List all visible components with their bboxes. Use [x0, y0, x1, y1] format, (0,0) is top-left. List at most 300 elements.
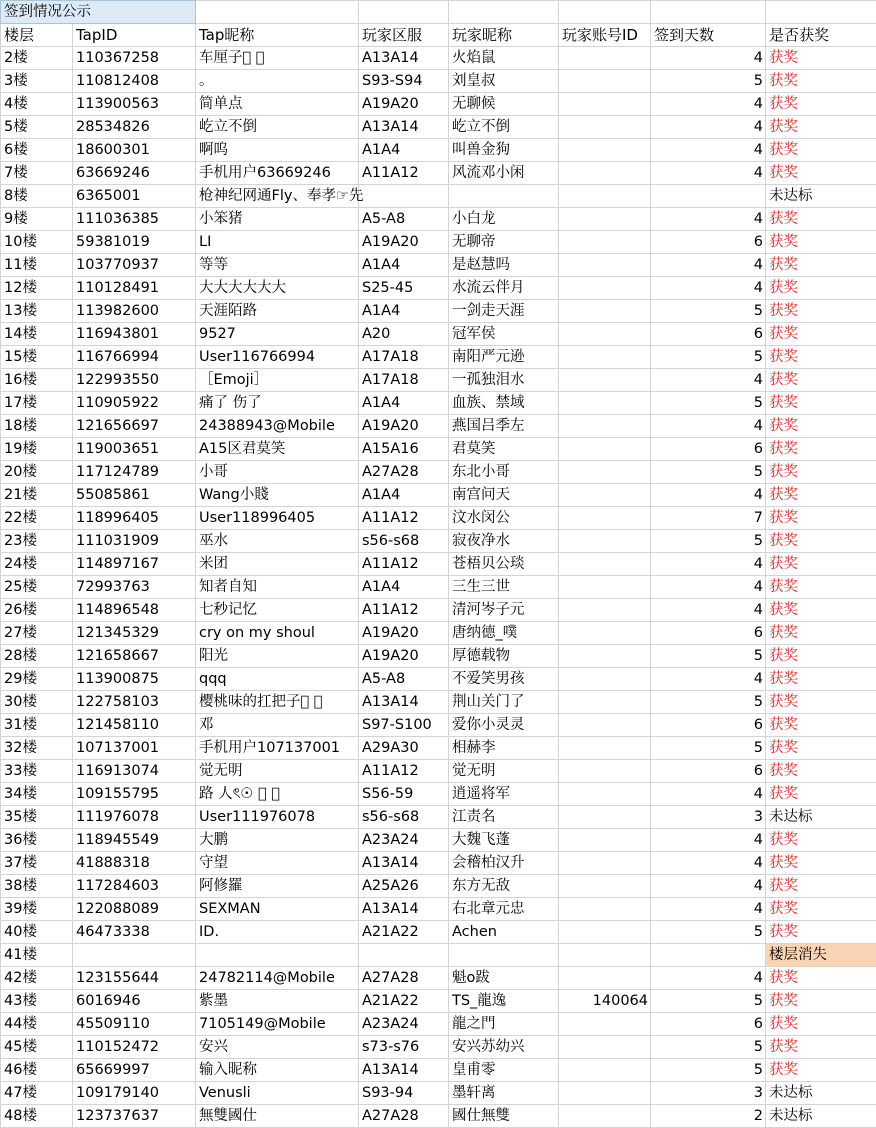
server-cell[interactable]: s73-s76	[359, 1036, 449, 1059]
player-nickname-cell[interactable]: 会稽柏汉升	[449, 852, 559, 875]
floor-cell[interactable]: 26楼	[1, 599, 73, 622]
server-cell[interactable]: A27A28	[359, 1105, 449, 1128]
floor-cell[interactable]: 2楼	[1, 47, 73, 70]
award-status-cell[interactable]: 获奖	[766, 208, 876, 231]
floor-cell[interactable]: 32楼	[1, 737, 73, 760]
server-cell[interactable]: S93-S94	[359, 70, 449, 93]
account-id-cell[interactable]: 140064	[559, 990, 651, 1013]
award-status-cell[interactable]: 获奖	[766, 852, 876, 875]
floor-cell[interactable]: 16楼	[1, 369, 73, 392]
tapid-cell[interactable]: 107137001	[73, 737, 196, 760]
header-floor[interactable]: 楼层	[1, 24, 73, 47]
floor-cell[interactable]: 6楼	[1, 139, 73, 162]
player-nickname-cell[interactable]: 大魏飞蓬	[449, 829, 559, 852]
tap-nickname-cell[interactable]: 小笨猪	[196, 208, 359, 231]
server-cell[interactable]: A11A12	[359, 162, 449, 185]
tap-nickname-cell[interactable]: 路 人ৎ☉ 􏿽 􏿽	[196, 783, 359, 806]
tap-nickname-cell[interactable]: 觉无明	[196, 760, 359, 783]
account-id-cell[interactable]	[559, 691, 651, 714]
account-id-cell[interactable]	[559, 714, 651, 737]
player-nickname-cell[interactable]: 燕国吕季左	[449, 415, 559, 438]
account-id-cell[interactable]	[559, 553, 651, 576]
sign-days-cell[interactable]: 5	[651, 645, 766, 668]
tap-nickname-cell[interactable]: ID.	[196, 921, 359, 944]
sign-days-cell[interactable]: 4	[651, 829, 766, 852]
server-cell[interactable]: A19A20	[359, 231, 449, 254]
account-id-cell[interactable]	[559, 1059, 651, 1082]
award-status-cell[interactable]: 获奖	[766, 346, 876, 369]
server-cell[interactable]: A19A20	[359, 622, 449, 645]
server-cell[interactable]: A13A14	[359, 691, 449, 714]
sign-days-cell[interactable]: 5	[651, 70, 766, 93]
tap-nickname-cell[interactable]: 手机用户63669246	[196, 162, 359, 185]
sign-days-cell[interactable]: 4	[651, 277, 766, 300]
cell[interactable]	[359, 1, 449, 24]
sign-days-cell[interactable]: 3	[651, 806, 766, 829]
tapid-cell[interactable]: 118996405	[73, 507, 196, 530]
award-status-cell[interactable]: 获奖	[766, 783, 876, 806]
tapid-cell[interactable]: 122758103	[73, 691, 196, 714]
tapid-cell[interactable]: 45509110	[73, 1013, 196, 1036]
floor-cell[interactable]: 43楼	[1, 990, 73, 1013]
sign-days-cell[interactable]: 5	[651, 691, 766, 714]
server-cell[interactable]: S97-S100	[359, 714, 449, 737]
floor-cell[interactable]: 4楼	[1, 93, 73, 116]
tap-nickname-cell[interactable]: 等等	[196, 254, 359, 277]
tap-nickname-cell[interactable]: 大鹏	[196, 829, 359, 852]
tap-nickname-cell[interactable]: Wang小賤	[196, 484, 359, 507]
player-nickname-cell[interactable]: 不爱笑男孩	[449, 668, 559, 691]
account-id-cell[interactable]	[559, 346, 651, 369]
cell[interactable]	[196, 1, 359, 24]
award-status-cell[interactable]: 获奖	[766, 323, 876, 346]
tap-nickname-cell[interactable]: 9527	[196, 323, 359, 346]
server-cell[interactable]: s56-s68	[359, 806, 449, 829]
server-cell[interactable]: A5-A8	[359, 668, 449, 691]
floor-cell[interactable]: 10楼	[1, 231, 73, 254]
sign-days-cell[interactable]: 5	[651, 346, 766, 369]
sign-days-cell[interactable]: 4	[651, 139, 766, 162]
tapid-cell[interactable]: 55085861	[73, 484, 196, 507]
header-tapid[interactable]: TapID	[73, 24, 196, 47]
player-nickname-cell[interactable]: 叫兽金狗	[449, 139, 559, 162]
floor-cell[interactable]: 14楼	[1, 323, 73, 346]
sign-days-cell[interactable]: 4	[651, 93, 766, 116]
player-nickname-cell[interactable]: Achen	[449, 921, 559, 944]
floor-cell[interactable]: 24楼	[1, 553, 73, 576]
award-status-cell[interactable]: 获奖	[766, 461, 876, 484]
award-status-cell[interactable]: 获奖	[766, 967, 876, 990]
tapid-cell[interactable]: 114896548	[73, 599, 196, 622]
server-cell[interactable]: A23A24	[359, 829, 449, 852]
player-nickname-cell[interactable]: 皇甫零	[449, 1059, 559, 1082]
tapid-cell[interactable]: 111036385	[73, 208, 196, 231]
award-status-cell[interactable]: 获奖	[766, 668, 876, 691]
tap-nickname-cell[interactable]: 無雙國仕	[196, 1105, 359, 1128]
floor-cell[interactable]: 39楼	[1, 898, 73, 921]
tapid-cell[interactable]: 63669246	[73, 162, 196, 185]
account-id-cell[interactable]	[559, 254, 651, 277]
account-id-cell[interactable]	[559, 415, 651, 438]
tap-nickname-cell[interactable]: 大大大大大大	[196, 277, 359, 300]
tapid-cell[interactable]: 113900875	[73, 668, 196, 691]
server-cell[interactable]: A1A4	[359, 484, 449, 507]
sign-days-cell[interactable]: 4	[651, 875, 766, 898]
server-cell[interactable]: A11A12	[359, 553, 449, 576]
account-id-cell[interactable]	[559, 231, 651, 254]
server-cell[interactable]: A19A20	[359, 415, 449, 438]
player-nickname-cell[interactable]: 血族、禁域	[449, 392, 559, 415]
tapid-cell[interactable]: 46473338	[73, 921, 196, 944]
floor-cell[interactable]: 31楼	[1, 714, 73, 737]
floor-cell[interactable]: 22楼	[1, 507, 73, 530]
player-nickname-cell[interactable]	[449, 944, 559, 967]
sign-days-cell[interactable]: 6	[651, 438, 766, 461]
award-status-cell[interactable]: 获奖	[766, 300, 876, 323]
award-status-cell[interactable]: 获奖	[766, 622, 876, 645]
player-nickname-cell[interactable]: 汶水闵公	[449, 507, 559, 530]
tap-nickname-cell[interactable]: 手机用户107137001	[196, 737, 359, 760]
sign-days-cell[interactable]: 6	[651, 231, 766, 254]
player-nickname-cell[interactable]: 无聊帝	[449, 231, 559, 254]
sign-days-cell[interactable]: 5	[651, 530, 766, 553]
sign-days-cell[interactable]: 4	[651, 852, 766, 875]
tapid-cell[interactable]: 119003651	[73, 438, 196, 461]
sign-days-cell[interactable]	[651, 185, 766, 208]
award-status-cell[interactable]: 获奖	[766, 93, 876, 116]
account-id-cell[interactable]	[559, 806, 651, 829]
account-id-cell[interactable]	[559, 576, 651, 599]
account-id-cell[interactable]	[559, 277, 651, 300]
sign-days-cell[interactable]: 5	[651, 461, 766, 484]
cell[interactable]	[449, 1, 559, 24]
floor-cell[interactable]: 42楼	[1, 967, 73, 990]
award-status-cell[interactable]: 获奖	[766, 507, 876, 530]
award-status-cell[interactable]: 未达标	[766, 1082, 876, 1105]
server-cell[interactable]: A11A12	[359, 599, 449, 622]
floor-cell[interactable]: 19楼	[1, 438, 73, 461]
server-cell[interactable]: s56-s68	[359, 530, 449, 553]
server-cell[interactable]: A29A30	[359, 737, 449, 760]
sign-days-cell[interactable]: 6	[651, 323, 766, 346]
tap-nickname-cell[interactable]: User118996405	[196, 507, 359, 530]
tapid-cell[interactable]: 113982600	[73, 300, 196, 323]
award-status-cell[interactable]: 获奖	[766, 599, 876, 622]
sign-days-cell[interactable]: 4	[651, 162, 766, 185]
server-cell[interactable]: A17A18	[359, 369, 449, 392]
header-player-nickname[interactable]: 玩家昵称	[449, 24, 559, 47]
tap-nickname-cell[interactable]: 痛了 伤了	[196, 392, 359, 415]
account-id-cell[interactable]	[559, 300, 651, 323]
sign-days-cell[interactable]: 4	[651, 553, 766, 576]
tap-nickname-cell[interactable]: SEXMAN	[196, 898, 359, 921]
tapid-cell[interactable]: 59381019	[73, 231, 196, 254]
tapid-cell[interactable]: 116913074	[73, 760, 196, 783]
server-cell[interactable]: A1A4	[359, 392, 449, 415]
award-status-cell[interactable]: 获奖	[766, 1059, 876, 1082]
tap-nickname-cell[interactable]: LI	[196, 231, 359, 254]
player-nickname-cell[interactable]: 荆山关门了	[449, 691, 559, 714]
floor-cell[interactable]: 33楼	[1, 760, 73, 783]
award-status-cell[interactable]: 获奖	[766, 392, 876, 415]
award-status-cell[interactable]: 获奖	[766, 898, 876, 921]
award-status-cell[interactable]: 获奖	[766, 277, 876, 300]
player-nickname-cell[interactable]: TS_龍逸	[449, 990, 559, 1013]
tapid-cell[interactable]: 65669997	[73, 1059, 196, 1082]
floor-cell[interactable]: 48楼	[1, 1105, 73, 1128]
award-status-cell[interactable]: 获奖	[766, 829, 876, 852]
server-cell[interactable]: A13A14	[359, 852, 449, 875]
tapid-cell[interactable]: 117124789	[73, 461, 196, 484]
server-cell[interactable]: A19A20	[359, 645, 449, 668]
award-status-cell[interactable]: 获奖	[766, 921, 876, 944]
sign-days-cell[interactable]: 4	[651, 576, 766, 599]
sign-days-cell[interactable]: 4	[651, 47, 766, 70]
tap-nickname-cell[interactable]: 输入昵称	[196, 1059, 359, 1082]
award-status-cell[interactable]: 获奖	[766, 415, 876, 438]
tap-nickname-cell[interactable]: 邓	[196, 714, 359, 737]
server-cell[interactable]: A1A4	[359, 300, 449, 323]
tapid-cell[interactable]: 110812408	[73, 70, 196, 93]
tapid-cell[interactable]: 113900563	[73, 93, 196, 116]
floor-cell[interactable]: 12楼	[1, 277, 73, 300]
floor-cell[interactable]: 15楼	[1, 346, 73, 369]
player-nickname-cell[interactable]: 小白龙	[449, 208, 559, 231]
tap-nickname-cell[interactable]: 小哥	[196, 461, 359, 484]
floor-cell[interactable]: 36楼	[1, 829, 73, 852]
sign-days-cell[interactable]: 4	[651, 599, 766, 622]
account-id-cell[interactable]	[559, 47, 651, 70]
tap-nickname-cell[interactable]: 车厘子􏿽 􏿽	[196, 47, 359, 70]
player-nickname-cell[interactable]: 唐纳德_噗	[449, 622, 559, 645]
sign-days-cell[interactable]: 4	[651, 668, 766, 691]
cell[interactable]	[651, 1, 766, 24]
player-nickname-cell[interactable]: 东北小哥	[449, 461, 559, 484]
player-nickname-cell[interactable]: 是赵慧吗	[449, 254, 559, 277]
award-status-cell[interactable]: 未达标	[766, 806, 876, 829]
server-cell[interactable]: A20	[359, 323, 449, 346]
account-id-cell[interactable]	[559, 70, 651, 93]
player-nickname-cell[interactable]: 苍梧贝公琰	[449, 553, 559, 576]
account-id-cell[interactable]	[559, 93, 651, 116]
floor-cell[interactable]: 17楼	[1, 392, 73, 415]
floor-cell[interactable]: 7楼	[1, 162, 73, 185]
tapid-cell[interactable]: 6016946	[73, 990, 196, 1013]
player-nickname-cell[interactable]: 冠军侯	[449, 323, 559, 346]
award-status-cell[interactable]: 获奖	[766, 139, 876, 162]
server-cell[interactable]: A13A14	[359, 116, 449, 139]
player-nickname-cell[interactable]: 國仕無雙	[449, 1105, 559, 1128]
award-status-cell[interactable]: 获奖	[766, 576, 876, 599]
floor-cell[interactable]: 28楼	[1, 645, 73, 668]
sign-days-cell[interactable]: 5	[651, 392, 766, 415]
header-sign-days[interactable]: 签到天数	[651, 24, 766, 47]
header-server[interactable]: 玩家区服	[359, 24, 449, 47]
player-nickname-cell[interactable]: 无聊候	[449, 93, 559, 116]
sign-days-cell[interactable]: 2	[651, 1105, 766, 1128]
player-nickname-cell[interactable]: 刘皇叔	[449, 70, 559, 93]
award-status-cell[interactable]: 获奖	[766, 231, 876, 254]
player-nickname-cell[interactable]: 龍之門	[449, 1013, 559, 1036]
tapid-cell[interactable]: 109179140	[73, 1082, 196, 1105]
sign-days-cell[interactable]: 5	[651, 1059, 766, 1082]
player-nickname-cell[interactable]: 风流邓小闲	[449, 162, 559, 185]
server-cell[interactable]: A25A26	[359, 875, 449, 898]
account-id-cell[interactable]	[559, 783, 651, 806]
tapid-cell[interactable]: 18600301	[73, 139, 196, 162]
account-id-cell[interactable]	[559, 208, 651, 231]
server-cell[interactable]: A11A12	[359, 507, 449, 530]
tapid-cell[interactable]: 123155644	[73, 967, 196, 990]
account-id-cell[interactable]	[559, 369, 651, 392]
server-cell[interactable]: S93-94	[359, 1082, 449, 1105]
tapid-cell[interactable]: 122088089	[73, 898, 196, 921]
tapid-cell[interactable]: 111976078	[73, 806, 196, 829]
tapid-cell[interactable]: 111031909	[73, 530, 196, 553]
award-status-cell[interactable]: 获奖	[766, 875, 876, 898]
server-cell[interactable]: S56-59	[359, 783, 449, 806]
header-award-status[interactable]: 是否获奖	[766, 24, 876, 47]
server-cell[interactable]: A19A20	[359, 93, 449, 116]
tapid-cell[interactable]: 114897167	[73, 553, 196, 576]
award-status-cell[interactable]: 获奖	[766, 530, 876, 553]
tap-nickname-cell[interactable]: 屹立不倒	[196, 116, 359, 139]
player-nickname-cell[interactable]: 江责名	[449, 806, 559, 829]
account-id-cell[interactable]	[559, 185, 651, 208]
award-status-cell[interactable]: 获奖	[766, 714, 876, 737]
sign-days-cell[interactable]: 5	[651, 990, 766, 1013]
tapid-cell[interactable]: 41888318	[73, 852, 196, 875]
floor-cell[interactable]: 47楼	[1, 1082, 73, 1105]
floor-cell[interactable]: 25楼	[1, 576, 73, 599]
server-cell[interactable]: A5-A8	[359, 208, 449, 231]
account-id-cell[interactable]	[559, 1105, 651, 1128]
floor-cell[interactable]: 9楼	[1, 208, 73, 231]
server-cell[interactable]: A13A14	[359, 47, 449, 70]
server-cell[interactable]: A11A12	[359, 760, 449, 783]
player-nickname-cell[interactable]: 火焰鼠	[449, 47, 559, 70]
award-status-cell[interactable]: 获奖	[766, 47, 876, 70]
account-id-cell[interactable]	[559, 944, 651, 967]
floor-cell[interactable]: 37楼	[1, 852, 73, 875]
award-status-cell[interactable]: 获奖	[766, 438, 876, 461]
award-status-cell[interactable]: 获奖	[766, 484, 876, 507]
floor-cell[interactable]: 34楼	[1, 783, 73, 806]
tap-nickname-cell[interactable]: 阿修羅	[196, 875, 359, 898]
account-id-cell[interactable]	[559, 760, 651, 783]
account-id-cell[interactable]	[559, 461, 651, 484]
server-cell[interactable]: S25-45	[359, 277, 449, 300]
sign-days-cell[interactable]: 5	[651, 737, 766, 760]
player-nickname-cell[interactable]: 一剑走天涯	[449, 300, 559, 323]
floor-cell[interactable]: 38楼	[1, 875, 73, 898]
award-status-cell[interactable]: 楼层消失	[766, 944, 876, 967]
tap-nickname-cell[interactable]: 樱桃味的扛把子􏿽 􏿽	[196, 691, 359, 714]
account-id-cell[interactable]	[559, 829, 651, 852]
award-status-cell[interactable]: 获奖	[766, 737, 876, 760]
account-id-cell[interactable]	[559, 116, 651, 139]
account-id-cell[interactable]	[559, 438, 651, 461]
player-nickname-cell[interactable]	[449, 185, 559, 208]
server-cell[interactable]: A1A4	[359, 254, 449, 277]
account-id-cell[interactable]	[559, 898, 651, 921]
floor-cell[interactable]: 46楼	[1, 1059, 73, 1082]
server-cell[interactable]: A27A28	[359, 461, 449, 484]
sign-days-cell[interactable]: 5	[651, 921, 766, 944]
account-id-cell[interactable]	[559, 1013, 651, 1036]
server-cell[interactable]: A15A16	[359, 438, 449, 461]
player-nickname-cell[interactable]: 君莫笑	[449, 438, 559, 461]
account-id-cell[interactable]	[559, 645, 651, 668]
award-status-cell[interactable]: 获奖	[766, 162, 876, 185]
sign-days-cell[interactable]: 7	[651, 507, 766, 530]
sign-days-cell[interactable]: 6	[651, 1013, 766, 1036]
player-nickname-cell[interactable]: 南宫问天	[449, 484, 559, 507]
tapid-cell[interactable]: 121658667	[73, 645, 196, 668]
tapid-cell[interactable]: 110128491	[73, 277, 196, 300]
account-id-cell[interactable]	[559, 599, 651, 622]
tap-nickname-cell[interactable]: ［Emoji］	[196, 369, 359, 392]
server-cell[interactable]: A13A14	[359, 898, 449, 921]
sign-days-cell[interactable]: 4	[651, 484, 766, 507]
tap-nickname-cell[interactable]: 安兴	[196, 1036, 359, 1059]
tap-nickname-cell[interactable]: 24388943@Mobile	[196, 415, 359, 438]
tapid-cell[interactable]: 123737637	[73, 1105, 196, 1128]
sign-days-cell[interactable]: 4	[651, 415, 766, 438]
tap-nickname-cell[interactable]: 24782114@Mobile	[196, 967, 359, 990]
sign-days-cell[interactable]: 4	[651, 898, 766, 921]
award-status-cell[interactable]: 获奖	[766, 990, 876, 1013]
cell[interactable]	[559, 1, 651, 24]
tapid-cell[interactable]: 122993550	[73, 369, 196, 392]
tapid-cell[interactable]: 116943801	[73, 323, 196, 346]
sign-days-cell[interactable]	[651, 944, 766, 967]
tap-nickname-cell[interactable]: 紫墨	[196, 990, 359, 1013]
tapid-cell[interactable]: 28534826	[73, 116, 196, 139]
sign-days-cell[interactable]: 4	[651, 254, 766, 277]
sign-days-cell[interactable]: 4	[651, 967, 766, 990]
tap-nickname-cell[interactable]: 巫水	[196, 530, 359, 553]
server-cell[interactable]	[359, 185, 449, 208]
account-id-cell[interactable]	[559, 323, 651, 346]
award-status-cell[interactable]: 未达标	[766, 1105, 876, 1128]
tap-nickname-cell[interactable]: 阳光	[196, 645, 359, 668]
award-status-cell[interactable]: 获奖	[766, 116, 876, 139]
tap-nickname-cell[interactable]: User111976078	[196, 806, 359, 829]
tapid-cell[interactable]: 103770937	[73, 254, 196, 277]
floor-cell[interactable]: 5楼	[1, 116, 73, 139]
account-id-cell[interactable]	[559, 1036, 651, 1059]
player-nickname-cell[interactable]: 魁o跋	[449, 967, 559, 990]
floor-cell[interactable]: 13楼	[1, 300, 73, 323]
award-status-cell[interactable]: 获奖	[766, 760, 876, 783]
header-tap-nickname[interactable]: Tap昵称	[196, 24, 359, 47]
tap-nickname-cell[interactable]: A15区君莫笑	[196, 438, 359, 461]
tapid-cell[interactable]: 117284603	[73, 875, 196, 898]
player-nickname-cell[interactable]: 清河岑子元	[449, 599, 559, 622]
floor-cell[interactable]: 11楼	[1, 254, 73, 277]
player-nickname-cell[interactable]: 水流云伴月	[449, 277, 559, 300]
server-cell[interactable]: A27A28	[359, 967, 449, 990]
account-id-cell[interactable]	[559, 737, 651, 760]
sign-days-cell[interactable]: 4	[651, 116, 766, 139]
floor-cell[interactable]: 3楼	[1, 70, 73, 93]
floor-cell[interactable]: 27楼	[1, 622, 73, 645]
server-cell[interactable]: A21A22	[359, 921, 449, 944]
account-id-cell[interactable]	[559, 530, 651, 553]
award-status-cell[interactable]: 获奖	[766, 691, 876, 714]
tapid-cell[interactable]: 110905922	[73, 392, 196, 415]
